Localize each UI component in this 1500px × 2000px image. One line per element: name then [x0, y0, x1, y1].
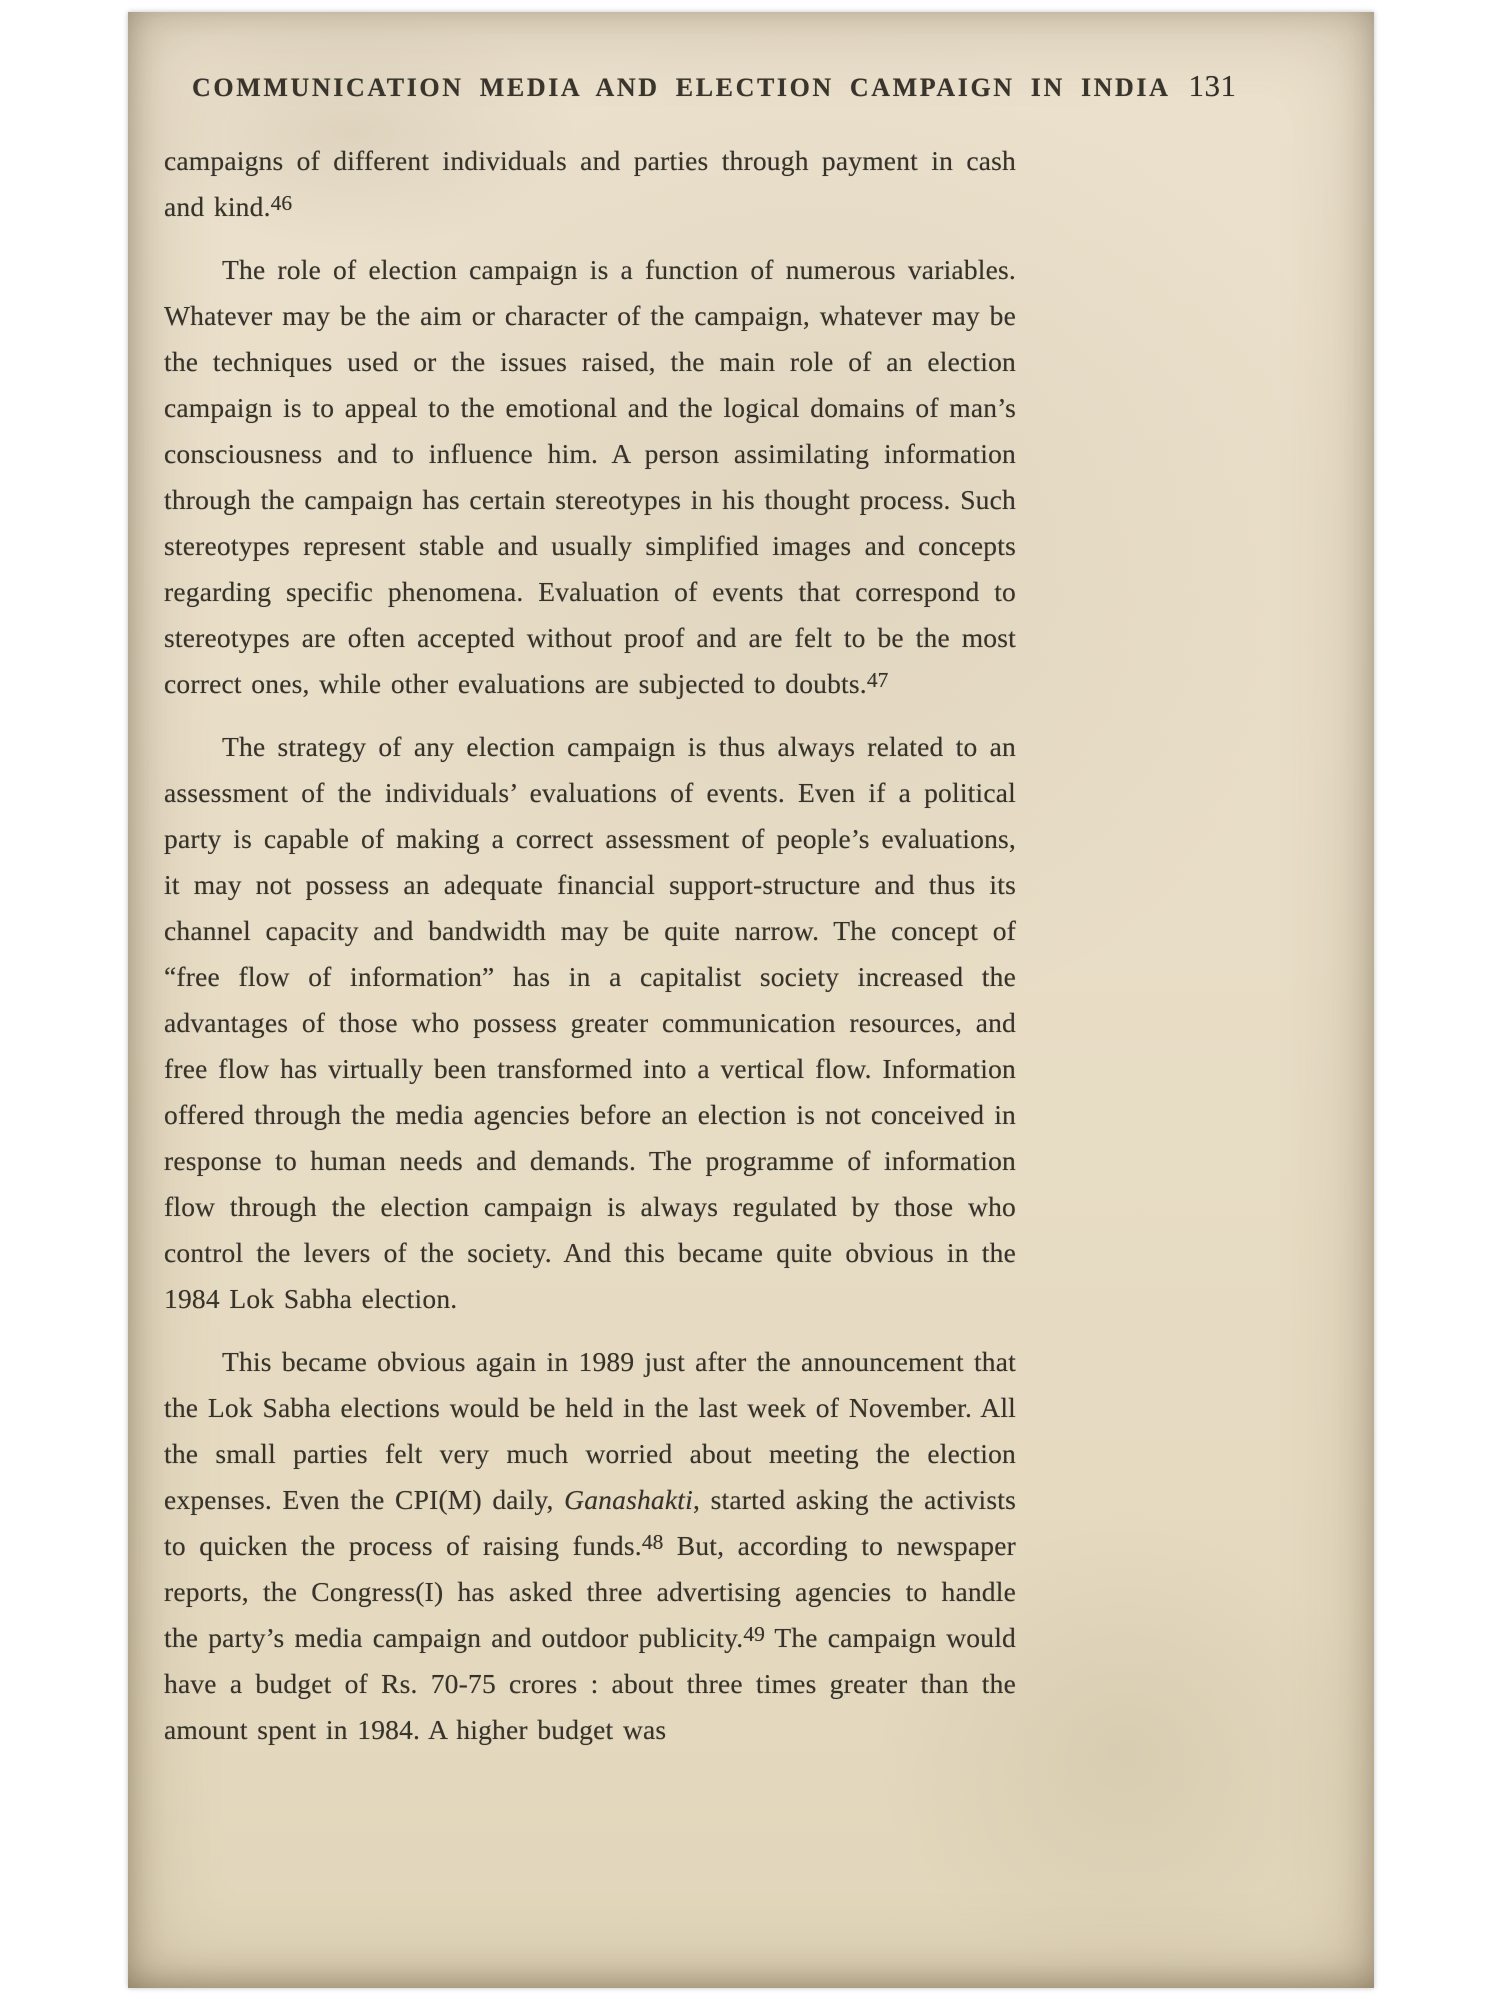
- paragraph-text: The campaign would have a budget of Rs. 70-75 crores : about three times greater than the amount spent in 1984. A higher budget was: [164, 1622, 1016, 1745]
- running-header: [192, 68, 1237, 104]
- paragraph-1989-election: [164, 1339, 1016, 1753]
- paragraph-text: The role of election campaign is a function of numerous variables. Whatever may be the aim or character of the campaign, whatever may be the techniques used or the issues raised, the main role of an election campaign is to appeal to the emotional and the logical domains of man’s consciousness and to influence him. A person assimilating information through the campaign has certain stereotypes in his thought process. Such stereotypes represent stable and usually simplified images and concepts regarding specific phenomena. Evaluation of events that correspond to stereotypes are often accepted without proof and are felt to be the most correct ones, while other evaluations are subjected to doubts.: [164, 254, 1016, 699]
- paragraph-text: campaigns of different individuals and parties through payment in cash and kind.: [164, 145, 1016, 222]
- footnote-marker-49: 49: [743, 1622, 765, 1646]
- footnote-marker-48: 48: [641, 1530, 664, 1554]
- book-title-ganashakti: Ganashakti: [564, 1484, 693, 1515]
- body-text: [164, 138, 1016, 1753]
- paragraph-text: The strategy of any election campaign is thus always related to an assessment of the individuals’ evaluations of events. Even if a political party is capable of making a correct assessment of people’s evaluations, it may not possess an adequate financial support-structure and thus its channel capacity and bandwidth may be quite narrow. The concept of “free flow of information” has in a capitalist society increased the advantages of those who possess greater communication resources, and free flow has virtually been transformed into a vertical flow. Information offered through the media agencies before an election is not conceived in response to human needs and demands. The programme of information flow through the election campaign is always regulated by those who control the levers of the society. And this became quite obvious in the 1984 Lok Sabha election.: [164, 731, 1016, 1314]
- paragraph-role-of-campaign: [164, 247, 1016, 707]
- footnote-marker-47: 47: [866, 668, 889, 692]
- paragraph-text: This became obvious again in 1989 just after the announcement that the Lok Sabha elections would be held in the last week of November. All the small parties felt very much worried about meeting the election expenses. Even the CPI(M) daily,: [164, 1346, 1016, 1515]
- footnote-marker-46: 46: [270, 191, 293, 215]
- running-head-title: COMMUNICATION MEDIA AND ELECTION CAMPAIGN IN INDIA: [192, 73, 1171, 102]
- paper-page: [128, 12, 1374, 1988]
- text-column: [164, 12, 1237, 1753]
- paragraph-text: , started asking the activists to quicken the process of raising funds.: [164, 1484, 1017, 1561]
- paragraph-strategy: [164, 724, 1016, 1322]
- page-number: 131: [1188, 68, 1237, 103]
- paragraph-continuation: [164, 138, 1016, 230]
- paragraph-text: But, according to newspaper reports, the Congress(I) has asked three advertising agencies to handle the party’s media campaign and outdoor publicity.: [164, 1530, 1016, 1653]
